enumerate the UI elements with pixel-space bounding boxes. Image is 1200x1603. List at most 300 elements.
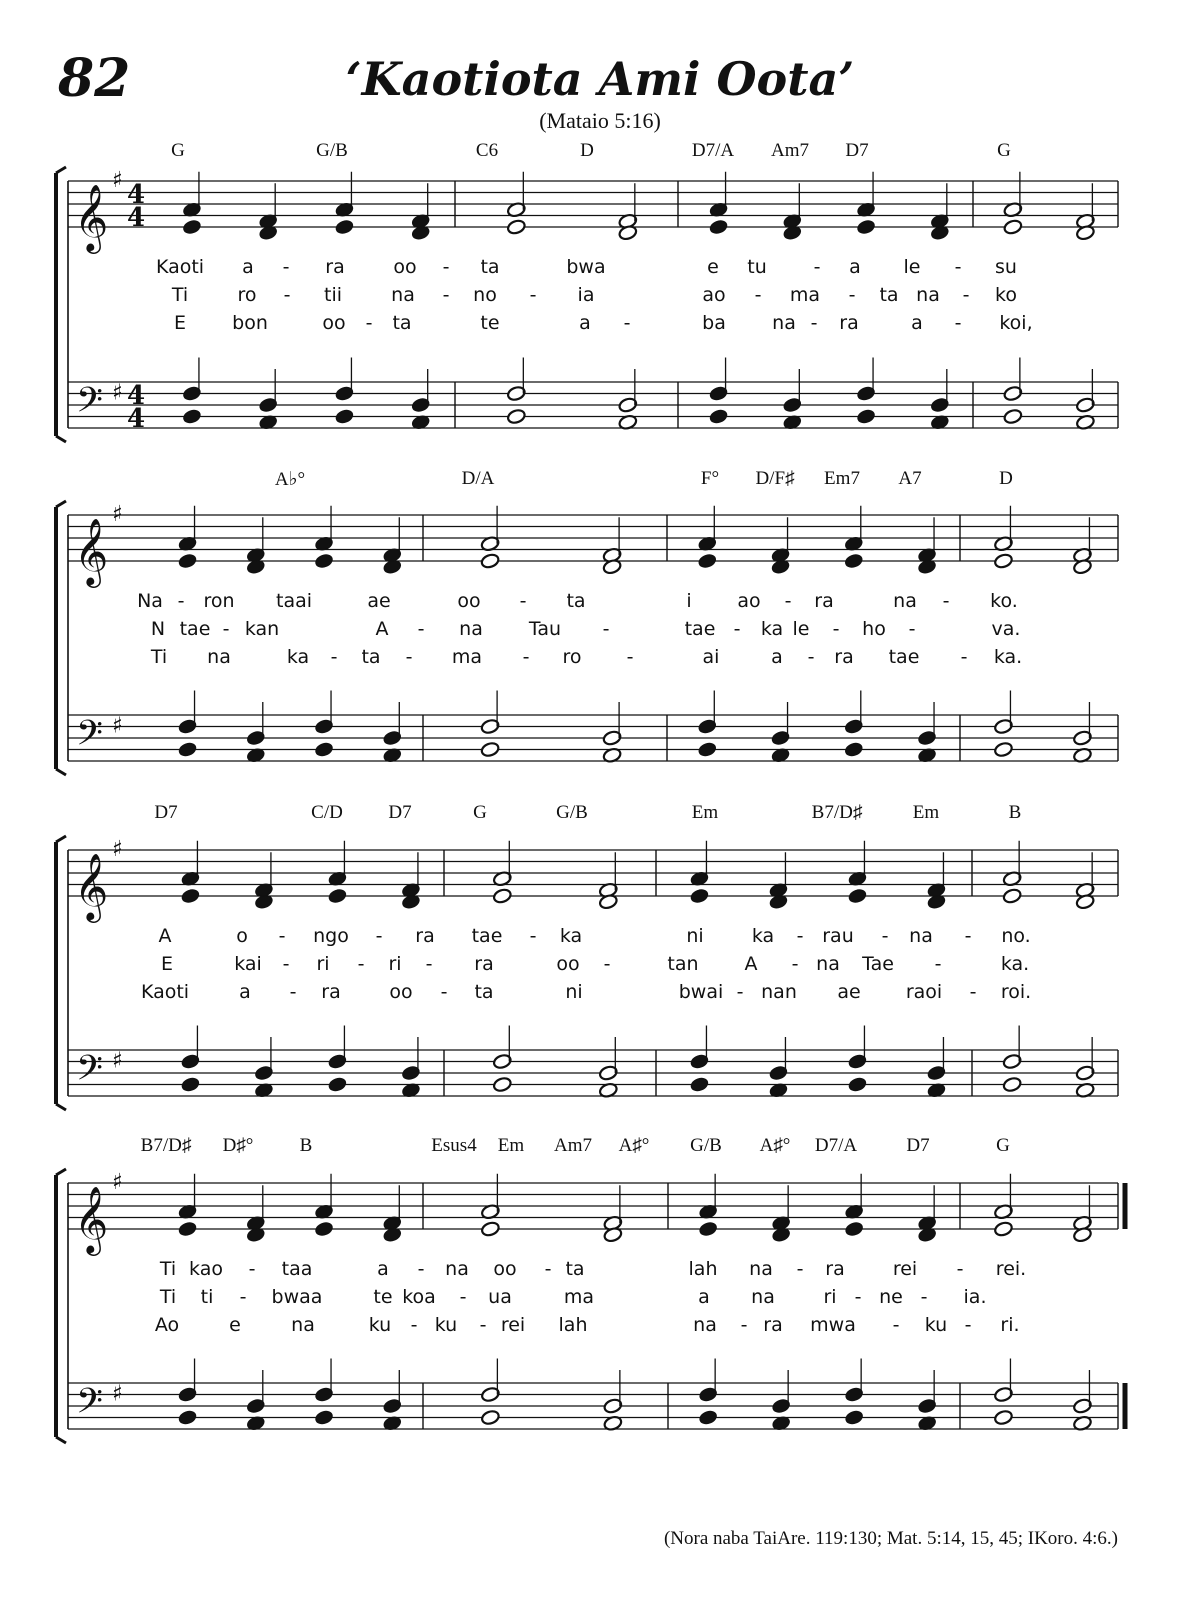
treble-notehead (1002, 888, 1022, 905)
lyric-syllable: ta (361, 646, 381, 668)
lyric-syllable: e (707, 256, 719, 278)
lyric-syllable: lah (558, 1314, 588, 1336)
lyric-syllable: na (909, 925, 933, 947)
treble-notehead (492, 888, 512, 905)
lyric-syllable: - (796, 1258, 804, 1280)
lyric-syllable: kan (244, 618, 280, 640)
lyric-syllable: lah (688, 1258, 718, 1280)
lyric-syllable: a (377, 1258, 389, 1280)
lyric-syllable: Kaoti (155, 256, 205, 278)
lyric-syllable: a (698, 1286, 710, 1308)
lyric-syllable: - (813, 256, 821, 278)
lyric-syllable: tae (179, 618, 211, 640)
lyric-syllable: a (579, 312, 591, 334)
lyric-syllable: - (278, 925, 286, 947)
hymn-title: ‘Kaotiota Ami Oota’ (345, 52, 855, 106)
bass-notehead (993, 1409, 1013, 1426)
bass-notehead (178, 1409, 198, 1426)
lyric-syllable: ri (388, 953, 402, 975)
lyric-syllable: - (733, 618, 741, 640)
lyric-syllable: - (177, 590, 185, 612)
lyric-syllable: bwai (678, 981, 724, 1003)
chord-symbol: Em7 (824, 468, 860, 489)
time-signature: 4 (127, 404, 146, 434)
treble-notehead (480, 553, 500, 570)
lyric-syllable: - (964, 1314, 972, 1336)
lyric-syllable: ni (565, 981, 583, 1003)
treble-notehead (698, 1221, 718, 1238)
lyric-syllable: Na (137, 590, 163, 612)
lyric-syllable: - (282, 256, 290, 278)
lyric-syllable: - (754, 284, 762, 306)
lyric-syllable: ti (200, 1286, 214, 1308)
lyric-syllable: ri (316, 953, 330, 975)
lyric-syllable: ua (488, 1286, 512, 1308)
lyric-syllable: le (792, 618, 810, 640)
lyric-syllable: te (373, 1286, 393, 1308)
lyric-syllable: - (796, 925, 804, 947)
treble-notehead (993, 553, 1013, 570)
treble-notehead (327, 888, 347, 905)
lyric-syllable: rei (500, 1314, 526, 1336)
treble-notehead (506, 219, 526, 236)
bass-notehead (847, 1076, 867, 1093)
lyric-syllable: - (603, 953, 611, 975)
chord-symbol: B7/D♯ (140, 1135, 192, 1156)
bass-notehead (314, 1409, 334, 1426)
lyric-syllable: - (330, 646, 338, 668)
lyric-syllable: taai (275, 590, 313, 612)
lyric-syllable: E (160, 953, 174, 975)
lyric-syllable: ri. (1000, 1314, 1020, 1336)
lyric-syllable: na (749, 1258, 773, 1280)
lyric-syllable: oo (457, 590, 481, 612)
lyric-syllable: le (903, 256, 921, 278)
chord-symbol: A7 (898, 468, 922, 489)
treble-clef-icon: 𝄞 (74, 517, 109, 585)
treble-notehead (1003, 219, 1023, 236)
key-sharp-icon: ♯ (112, 502, 123, 527)
lyric-syllable: ka (559, 925, 583, 947)
chord-symbol: F° (700, 468, 720, 489)
scripture-reference: (Mataio 5:16) (539, 108, 661, 133)
lyric-syllable: - (969, 981, 977, 1003)
lyric-syllable: ma (563, 1286, 595, 1308)
bass-notehead (697, 741, 717, 758)
lyric-syllable: no. (1001, 925, 1031, 947)
lyric-syllable: - (626, 646, 634, 668)
lyric-syllable: oo (556, 953, 580, 975)
lyric-syllable: - (357, 953, 365, 975)
treble-notehead (993, 1221, 1013, 1238)
lyric-syllable: roi. (1000, 981, 1032, 1003)
lyric-syllable: na (893, 590, 917, 612)
treble-notehead (314, 1221, 334, 1238)
lyric-syllable: - (964, 925, 972, 947)
lyric-syllable: ta (879, 284, 899, 306)
treble-clef-icon: 𝄞 (74, 852, 109, 920)
lyric-syllable: Ti (150, 646, 168, 668)
bass-notehead (334, 408, 354, 425)
time-signature: 4 (127, 180, 146, 210)
lyric-syllable: - (519, 590, 527, 612)
treble-notehead (709, 219, 729, 236)
chord-symbol: Em (691, 802, 719, 823)
lyric-syllable: Ti (159, 1258, 177, 1280)
lyric-syllable: ne (879, 1286, 903, 1308)
lyric-syllable: ao (702, 284, 726, 306)
lyric-syllable: na (816, 953, 840, 975)
lyric-syllable: ka. (993, 646, 1023, 668)
lyric-syllable: ae (837, 981, 861, 1003)
system-bracket (56, 501, 66, 507)
lyric-syllable: tii (323, 284, 343, 306)
lyric-syllable: na (693, 1314, 717, 1336)
lyric-syllable: oo (322, 312, 346, 334)
treble-notehead (480, 1221, 500, 1238)
lyric-syllable: koa (402, 1286, 436, 1308)
lyric-syllable: oo (393, 256, 417, 278)
lyric-syllable: rei (892, 1258, 918, 1280)
lyric-syllable: - (954, 312, 962, 334)
lyric-syllable: ngo (313, 925, 349, 947)
chord-symbol: D/F♯ (755, 468, 795, 489)
lyric-syllable: tu (747, 256, 767, 278)
chord-symbol: D7 (845, 140, 869, 161)
lyric-syllable: - (942, 590, 950, 612)
lyric-syllable: Tae (862, 953, 894, 975)
lyric-syllable: ro (562, 646, 582, 668)
lyric-syllable: a (849, 256, 861, 278)
chord-symbol: Am7 (554, 1135, 592, 1156)
chord-symbol: B (1008, 802, 1022, 823)
chord-symbol: B (299, 1135, 313, 1156)
key-sharp-icon: ♯ (112, 1381, 123, 1407)
footnote-references: (Nora naba TaiAre. 119:130; Mat. 5:14, 15, 45; IKoro. 4:6.) (663, 1528, 1118, 1549)
bass-notehead (1002, 1076, 1022, 1093)
chord-symbol: D♯° (222, 1135, 254, 1156)
lyric-syllable: - (417, 1258, 425, 1280)
treble-notehead (697, 553, 717, 570)
lyric-syllable: o (236, 925, 248, 947)
lyric-syllable: - (934, 953, 942, 975)
lyric-syllable: tae (684, 618, 716, 640)
lyric-syllable: N (150, 618, 166, 640)
treble-notehead (856, 219, 876, 236)
lyric-syllable: ra (321, 981, 341, 1003)
lyric-syllable: nan (761, 981, 797, 1003)
system-bracket (56, 436, 66, 442)
lyric-syllable: koi, (999, 312, 1033, 334)
bass-notehead (1003, 408, 1023, 425)
chord-symbol: Em (912, 802, 940, 823)
lyric-syllable: - (248, 1258, 256, 1280)
lyric-syllable: a (771, 646, 783, 668)
lyric-syllable: na (916, 284, 940, 306)
lyric-syllable: - (810, 312, 818, 334)
lyric-syllable: - (956, 1258, 964, 1280)
treble-notehead (334, 219, 354, 236)
lyric-syllable: ka (760, 618, 784, 640)
key-sharp-icon: ♯ (112, 168, 123, 193)
lyric-syllable: - (529, 925, 537, 947)
lyric-syllable: ka. (1000, 953, 1030, 975)
chord-symbol: D7 (154, 802, 178, 823)
treble-notehead (847, 888, 867, 905)
bass-notehead (844, 741, 864, 758)
lyric-syllable: - (222, 618, 230, 640)
chord-symbol: B7/D♯ (811, 802, 863, 823)
lyric-syllable: A (158, 925, 172, 947)
lyric-syllable: ra (839, 312, 859, 334)
bass-notehead (698, 1409, 718, 1426)
lyric-syllable: i (686, 590, 692, 612)
lyric-syllable: - (962, 284, 970, 306)
bass-notehead (327, 1076, 347, 1093)
lyric-syllable: ni (686, 925, 704, 947)
chord-symbol: A♯° (759, 1135, 791, 1156)
lyric-syllable: na (751, 1286, 775, 1308)
key-sharp-icon: ♯ (112, 1170, 123, 1195)
lyric-syllable: - (425, 953, 433, 975)
lyric-syllable: ao (737, 590, 761, 612)
lyric-syllable: no (473, 284, 497, 306)
lyric-syllable: ku (368, 1314, 392, 1336)
lyric-syllable: - (740, 1314, 748, 1336)
lyric-syllable: - (602, 618, 610, 640)
lyric-syllable: na (391, 284, 415, 306)
lyric-syllable: ai (702, 646, 720, 668)
lyric-syllable: ho (862, 618, 886, 640)
lyric-syllable: - (282, 953, 290, 975)
lyric-syllable: Kaoti (140, 981, 190, 1003)
time-signature: 4 (127, 203, 146, 233)
lyric-syllable: ra (325, 256, 345, 278)
lyric-syllable: ra (474, 953, 494, 975)
lyric-syllable: na (445, 1258, 469, 1280)
lyric-syllable: ta (392, 312, 412, 334)
lyric-syllable: kai (234, 953, 262, 975)
lyric-syllable: - (848, 284, 856, 306)
bass-notehead (856, 408, 876, 425)
lyric-syllable: - (892, 1314, 900, 1336)
chord-symbol: Am7 (771, 140, 809, 161)
treble-clef-icon: 𝄞 (74, 1185, 109, 1253)
lyric-syllable: ron (203, 590, 235, 612)
system-bracket (56, 769, 66, 775)
lyric-syllable: - (522, 646, 530, 668)
lyric-syllable: ku (924, 1314, 948, 1336)
treble-notehead (178, 1221, 198, 1238)
lyric-syllable: ka (751, 925, 775, 947)
bass-clef-icon: 𝄢 (76, 379, 104, 429)
hymn-number: 82 (58, 48, 131, 109)
lyric-syllable: bwaa (271, 1286, 323, 1308)
bass-notehead (709, 408, 729, 425)
lyric-syllable: - (283, 284, 291, 306)
bass-clef-icon: 𝄢 (76, 1380, 104, 1430)
treble-notehead (844, 1221, 864, 1238)
lyric-syllable: oo (493, 1258, 517, 1280)
lyric-syllable: rei. (995, 1258, 1027, 1280)
lyric-syllable: ra (763, 1314, 783, 1336)
system-bracket (56, 1169, 66, 1175)
lyric-syllable: - (544, 1258, 552, 1280)
lyric-syllable: ra (825, 1258, 845, 1280)
lyric-syllable: Ti (159, 1286, 177, 1308)
chord-symbol: G (473, 802, 487, 823)
lyric-syllable: - (791, 953, 799, 975)
chord-symbol: D/A (461, 468, 495, 489)
lyric-syllable: bon (232, 312, 268, 334)
lyric-syllable: ra (814, 590, 834, 612)
chord-symbol: Esus4 (431, 1135, 477, 1156)
lyric-syllable: kao (189, 1258, 223, 1280)
lyric-syllable: - (405, 646, 413, 668)
key-sharp-icon: ♯ (112, 1048, 123, 1074)
lyric-syllable: tae (888, 646, 920, 668)
system-bracket (56, 1437, 66, 1443)
chord-symbol: D (580, 140, 594, 161)
lyric-syllable: te (480, 312, 500, 334)
treble-notehead (844, 553, 864, 570)
lyric-syllable: ae (367, 590, 391, 612)
lyric-syllable: va. (991, 618, 1021, 640)
lyric-syllable: - (442, 284, 450, 306)
treble-notehead (314, 553, 334, 570)
lyric-syllable: - (960, 646, 968, 668)
chord-symbol: D7 (906, 1135, 930, 1156)
lyric-syllable: ta (474, 981, 494, 1003)
chord-symbol: G (997, 140, 1011, 161)
treble-notehead (182, 219, 202, 236)
lyric-syllable: ra (834, 646, 854, 668)
lyric-syllable: - (954, 256, 962, 278)
treble-notehead (178, 553, 198, 570)
bass-notehead (480, 1409, 500, 1426)
lyric-syllable: oo (389, 981, 413, 1003)
chord-symbol: A♭° (274, 469, 306, 490)
lyric-syllable: - (908, 618, 916, 640)
chord-symbol: D7/A (691, 140, 735, 161)
lyric-syllable: - (881, 925, 889, 947)
lyric-syllable: su (995, 256, 1017, 278)
lyric-syllable: Ti (171, 284, 189, 306)
chord-symbol: D7/A (814, 1135, 858, 1156)
treble-notehead (689, 888, 709, 905)
lyric-syllable: - (807, 646, 815, 668)
lyric-syllable: na (772, 312, 796, 334)
bass-notehead (689, 1076, 709, 1093)
lyric-syllable: - (479, 1314, 487, 1336)
lyric-syllable: - (920, 1286, 928, 1308)
lyric-syllable: na (459, 618, 483, 640)
key-sharp-icon: ♯ (112, 837, 123, 862)
lyric-syllable: taa (281, 1258, 313, 1280)
chord-symbol: D7 (388, 802, 412, 823)
lyric-syllable: - (239, 1286, 247, 1308)
lyric-syllable: - (784, 590, 792, 612)
lyric-syllable: - (440, 981, 448, 1003)
lyric-syllable: - (442, 256, 450, 278)
chord-symbol: G/B (316, 140, 348, 161)
lyric-syllable: ko (995, 284, 1017, 306)
bass-clef-icon: 𝄢 (76, 1047, 104, 1097)
lyric-syllable: tan (667, 953, 699, 975)
lyric-syllable: ri (823, 1286, 837, 1308)
lyric-syllable: - (623, 312, 631, 334)
lyric-syllable: tae (471, 925, 503, 947)
lyric-syllable: A (375, 618, 389, 640)
lyric-syllable: - (410, 1314, 418, 1336)
lyric-syllable: A (744, 953, 758, 975)
lyric-syllable: na (291, 1314, 315, 1336)
bass-notehead (506, 408, 526, 425)
lyric-syllable: rau (822, 925, 854, 947)
lyric-syllable: e (229, 1314, 241, 1336)
lyric-syllable: ku (434, 1314, 458, 1336)
key-sharp-icon: ♯ (112, 380, 123, 406)
bass-notehead (993, 741, 1013, 758)
lyric-syllable: ta (566, 590, 586, 612)
lyric-syllable: ra (415, 925, 435, 947)
chord-symbol: G/B (556, 802, 588, 823)
system-bracket (56, 1104, 66, 1110)
lyric-syllable: mwa (810, 1314, 856, 1336)
key-sharp-icon: ♯ (112, 713, 123, 739)
bass-notehead (314, 741, 334, 758)
lyric-syllable: ta (565, 1258, 585, 1280)
lyric-syllable: - (832, 618, 840, 640)
lyric-syllable: ia. (963, 1286, 987, 1308)
treble-notehead (180, 888, 200, 905)
chord-symbol: Em (497, 1135, 525, 1156)
lyric-syllable: ka (286, 646, 310, 668)
lyric-syllable: raoi (905, 981, 943, 1003)
lyric-syllable: ba (702, 312, 726, 334)
chord-symbol: D (999, 468, 1013, 489)
lyric-syllable: E (173, 312, 187, 334)
lyric-syllable: ia (577, 284, 595, 306)
bass-notehead (178, 741, 198, 758)
chord-symbol: G (171, 140, 185, 161)
chord-symbol: C/D (311, 802, 343, 823)
bass-notehead (480, 741, 500, 758)
chord-symbol: G (996, 1135, 1010, 1156)
lyric-syllable: ro (237, 284, 257, 306)
lyric-syllable: - (854, 1286, 862, 1308)
lyric-syllable: - (417, 618, 425, 640)
lyric-syllable: a (242, 256, 254, 278)
system-bracket (56, 836, 66, 842)
lyric-syllable: Tau (528, 618, 562, 640)
chord-symbol: G/B (690, 1135, 722, 1156)
chord-symbol: A♯° (618, 1135, 650, 1156)
lyric-syllable: - (289, 981, 297, 1003)
lyric-syllable: - (736, 981, 744, 1003)
system-bracket (56, 167, 66, 173)
lyric-syllable: ma (789, 284, 821, 306)
lyric-syllable: ma (451, 646, 483, 668)
lyric-syllable: - (375, 925, 383, 947)
bass-notehead (182, 408, 202, 425)
bass-notehead (180, 1076, 200, 1093)
lyric-syllable: a (911, 312, 923, 334)
lyric-syllable: - (459, 1286, 467, 1308)
lyric-syllable: na (207, 646, 231, 668)
lyric-syllable: bwa (566, 256, 606, 278)
lyric-syllable: ko. (990, 590, 1018, 612)
